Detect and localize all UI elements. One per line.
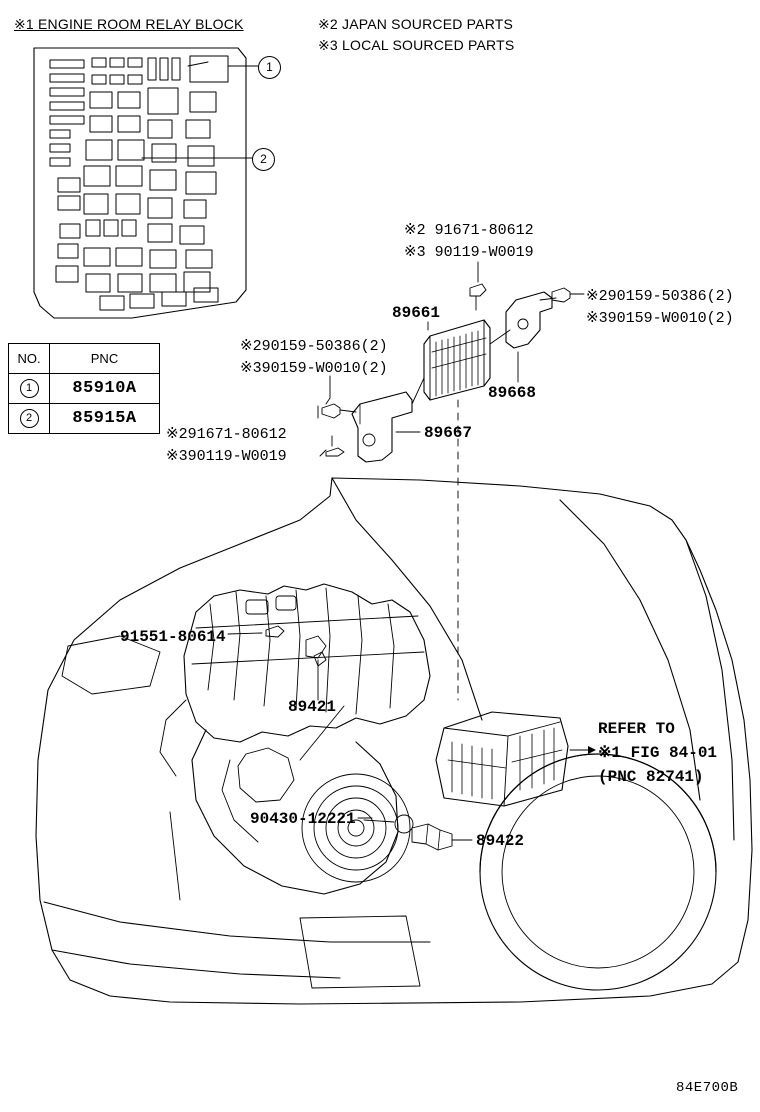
label-screw-right-line2: ※390159-W0010(2) [586,310,734,327]
label-89422: 89422 [476,832,525,850]
label-bolt-left-line2: ※390119-W0019 [166,448,287,465]
row-pnc-2: 85915A [50,404,160,434]
label-90430: 90430-12221 [250,810,356,828]
label-screw-left-line1: ※290159-50386(2) [240,338,388,355]
table-header-row [9,344,160,374]
column-header-no: NO. [9,344,50,374]
refer-to-line1: REFER TO [598,720,675,738]
row-number-1 [9,374,50,404]
pnc-table [8,343,160,434]
relay-block-note: ※1 ENGINE ROOM RELAY BLOCK [14,16,244,32]
local-sourced-note: ※3 LOCAL SOURCED PARTS [318,37,515,53]
row-circle-1: 1 [20,379,39,398]
callout-2: 2 [252,148,275,171]
label-screw-left-line2: ※390159-W0010(2) [240,360,388,377]
callout-1: 1 [258,56,281,79]
label-screw-right-line1: ※290159-50386(2) [586,288,734,305]
figure-code: 84E700B [676,1080,739,1096]
label-bolt-top-line2: ※3 90119-W0019 [404,244,534,261]
row-circle-2: 2 [20,409,39,428]
japan-sourced-note: ※2 JAPAN SOURCED PARTS [318,16,514,32]
refer-to-line2: ※1 FIG 84-01 [598,744,718,762]
label-91551: 91551-80614 [120,628,226,646]
row-pnc-1: 85910A [50,374,160,404]
table-row [9,404,160,434]
refer-to-line3: (PNC 82741) [598,768,704,786]
label-89667: 89667 [424,424,473,442]
label-bolt-top-line1: ※2 91671-80612 [404,222,534,239]
table-row [9,374,160,404]
label-89421: 89421 [288,698,337,716]
column-header-pnc: PNC [50,344,160,374]
row-number-2 [9,404,50,434]
label-bolt-left-line1: ※291671-80612 [166,426,287,443]
label-89668: 89668 [488,384,537,402]
label-89661: 89661 [392,304,441,322]
